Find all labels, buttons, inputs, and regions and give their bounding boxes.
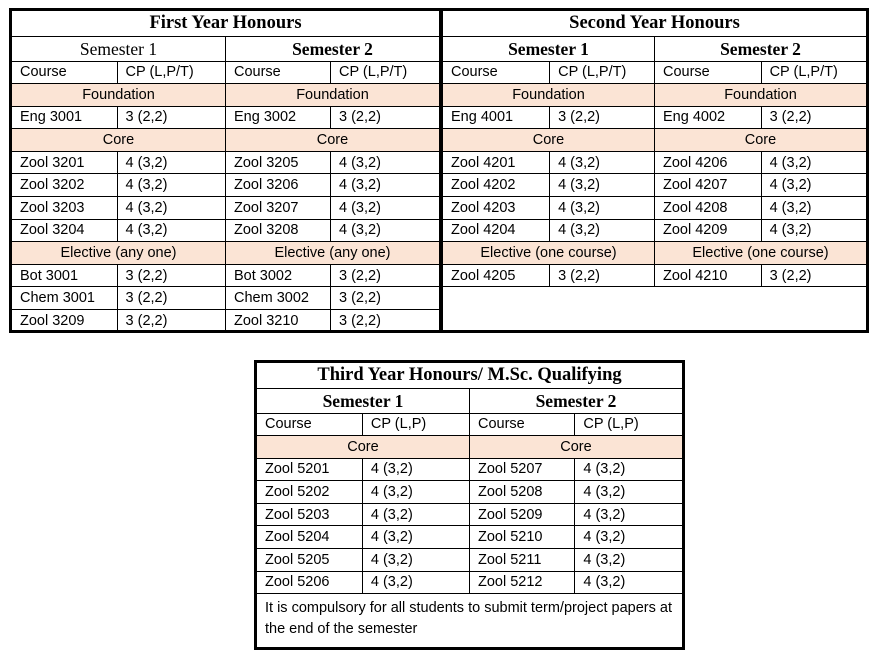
credit-points: 4 (3,2) bbox=[575, 549, 682, 572]
credit-points: 4 (3,2) bbox=[575, 571, 682, 594]
course-code: Chem 3001 bbox=[12, 287, 117, 310]
credit-points: 4 (3,2) bbox=[331, 219, 439, 242]
table-row bbox=[257, 481, 682, 504]
table-row bbox=[257, 458, 682, 481]
category-core: Core bbox=[654, 129, 866, 152]
course-code: Zool 5208 bbox=[469, 481, 574, 504]
table-row bbox=[12, 174, 439, 197]
second-year-semester-2-header: Semester 2 bbox=[654, 36, 866, 61]
course-code: Zool 5207 bbox=[469, 458, 574, 481]
third-year-block bbox=[254, 360, 685, 650]
course-code: Zool 4206 bbox=[654, 151, 761, 174]
credit-points: 3 (2,2) bbox=[117, 264, 225, 287]
course-code: Zool 4209 bbox=[654, 219, 761, 242]
credit-points: 4 (3,2) bbox=[331, 151, 439, 174]
credit-points: 4 (3,2) bbox=[761, 151, 866, 174]
credit-points: 4 (3,2) bbox=[331, 197, 439, 220]
column-header-course: Course bbox=[12, 61, 117, 84]
course-code: Zool 5210 bbox=[469, 526, 574, 549]
course-code: Zool 3202 bbox=[12, 174, 117, 197]
course-code: Zool 5209 bbox=[469, 503, 574, 526]
course-code: Eng 3002 bbox=[225, 106, 330, 129]
column-header-course: Course bbox=[443, 61, 550, 84]
first-year-semester-1-header: Semester 1 bbox=[12, 36, 225, 61]
credit-points: 4 (3,2) bbox=[550, 219, 655, 242]
course-code: Zool 5203 bbox=[257, 503, 362, 526]
table-row bbox=[12, 106, 439, 129]
column-header-course: Course bbox=[225, 61, 330, 84]
course-code: Zool 4208 bbox=[654, 197, 761, 220]
course-code: Bot 3002 bbox=[225, 264, 330, 287]
category-elective: Elective (one course) bbox=[654, 242, 866, 265]
column-header-cp: CP (L,P/T) bbox=[331, 61, 439, 84]
course-code: Zool 5205 bbox=[257, 549, 362, 572]
category-elective: Elective (one course) bbox=[443, 242, 654, 265]
column-header-cp: CP (L,P/T) bbox=[761, 61, 866, 84]
course-code: Zool 3206 bbox=[225, 174, 330, 197]
category-core: Core bbox=[469, 436, 682, 459]
course-code: Zool 4207 bbox=[654, 174, 761, 197]
course-code: Zool 5201 bbox=[257, 458, 362, 481]
credit-points: 3 (2,2) bbox=[761, 106, 866, 129]
credit-points: 4 (3,2) bbox=[362, 549, 469, 572]
table-row bbox=[257, 549, 682, 572]
column-header-cp: CP (L,P) bbox=[575, 413, 682, 436]
course-code: Bot 3001 bbox=[12, 264, 117, 287]
first-year-block bbox=[9, 8, 442, 333]
table-row bbox=[443, 151, 866, 174]
credit-points: 4 (3,2) bbox=[362, 458, 469, 481]
course-code: Zool 3209 bbox=[12, 310, 117, 333]
category-elective: Elective (any one) bbox=[225, 242, 439, 265]
first-year-semester-2-header: Semester 2 bbox=[225, 36, 439, 61]
category-elective: Elective (any one) bbox=[12, 242, 225, 265]
course-code: Zool 4205 bbox=[443, 264, 550, 287]
category-core: Core bbox=[225, 129, 439, 152]
third-year-table bbox=[257, 363, 682, 644]
credit-points: 4 (3,2) bbox=[117, 151, 225, 174]
submission-note: It is compulsory for all students to submit term/project papers at the end of the semester bbox=[257, 594, 682, 645]
category-core: Core bbox=[257, 436, 469, 459]
course-code: Zool 5212 bbox=[469, 571, 574, 594]
table-row bbox=[12, 264, 439, 287]
course-code: Zool 3203 bbox=[12, 197, 117, 220]
credit-points: 3 (2,2) bbox=[331, 106, 439, 129]
credit-points: 4 (3,2) bbox=[362, 481, 469, 504]
credit-points: 4 (3,2) bbox=[362, 571, 469, 594]
credit-points: 4 (3,2) bbox=[362, 526, 469, 549]
second-year-table bbox=[443, 11, 866, 287]
credit-points: 3 (2,2) bbox=[117, 106, 225, 129]
table-row bbox=[12, 287, 439, 310]
credit-points: 4 (3,2) bbox=[575, 503, 682, 526]
credit-points: 4 (3,2) bbox=[331, 174, 439, 197]
table-row bbox=[257, 503, 682, 526]
table-row bbox=[12, 219, 439, 242]
table-row bbox=[443, 106, 866, 129]
course-code: Zool 5211 bbox=[469, 549, 574, 572]
first-year-title: First Year Honours bbox=[12, 11, 439, 36]
second-year-title: Second Year Honours bbox=[443, 11, 866, 36]
table-row bbox=[443, 197, 866, 220]
course-code: Eng 4001 bbox=[443, 106, 550, 129]
credit-points: 4 (3,2) bbox=[117, 174, 225, 197]
credit-points: 4 (3,2) bbox=[117, 219, 225, 242]
first-year-table bbox=[12, 11, 439, 332]
credit-points: 4 (3,2) bbox=[550, 151, 655, 174]
table-row bbox=[12, 310, 439, 333]
column-header-cp: CP (L,P/T) bbox=[550, 61, 655, 84]
course-code: Zool 3207 bbox=[225, 197, 330, 220]
course-code: Chem 3002 bbox=[225, 287, 330, 310]
course-code: Zool 4210 bbox=[654, 264, 761, 287]
second-year-block bbox=[440, 8, 869, 333]
credit-points: 4 (3,2) bbox=[362, 503, 469, 526]
category-core: Core bbox=[12, 129, 225, 152]
course-code: Eng 3001 bbox=[12, 106, 117, 129]
credit-points: 4 (3,2) bbox=[575, 526, 682, 549]
credit-points: 3 (2,2) bbox=[117, 287, 225, 310]
column-header-course: Course bbox=[469, 413, 574, 436]
category-foundation: Foundation bbox=[12, 84, 225, 107]
third-year-semester-2-header: Semester 2 bbox=[469, 388, 682, 413]
credit-points: 3 (2,2) bbox=[331, 264, 439, 287]
credit-points: 3 (2,2) bbox=[331, 287, 439, 310]
credit-points: 4 (3,2) bbox=[550, 197, 655, 220]
second-year-semester-1-header: Semester 1 bbox=[443, 36, 654, 61]
course-code: Zool 3208 bbox=[225, 219, 330, 242]
credit-points: 4 (3,2) bbox=[117, 197, 225, 220]
credit-points: 3 (2,2) bbox=[117, 310, 225, 333]
course-code: Eng 4002 bbox=[654, 106, 761, 129]
table-row bbox=[443, 264, 866, 287]
course-code: Zool 4201 bbox=[443, 151, 550, 174]
table-row bbox=[257, 526, 682, 549]
table-row bbox=[12, 151, 439, 174]
credit-points: 4 (3,2) bbox=[761, 219, 866, 242]
credit-points: 3 (2,2) bbox=[550, 264, 655, 287]
credit-points: 3 (2,2) bbox=[550, 106, 655, 129]
course-code: Zool 3201 bbox=[12, 151, 117, 174]
course-code: Zool 5204 bbox=[257, 526, 362, 549]
category-foundation: Foundation bbox=[443, 84, 654, 107]
credit-points: 3 (2,2) bbox=[331, 310, 439, 333]
course-code: Zool 4203 bbox=[443, 197, 550, 220]
course-code: Zool 3205 bbox=[225, 151, 330, 174]
category-foundation: Foundation bbox=[654, 84, 866, 107]
course-code: Zool 3210 bbox=[225, 310, 330, 333]
course-code: Zool 4202 bbox=[443, 174, 550, 197]
course-code: Zool 3204 bbox=[12, 219, 117, 242]
category-core: Core bbox=[443, 129, 654, 152]
table-row bbox=[443, 219, 866, 242]
category-foundation: Foundation bbox=[225, 84, 439, 107]
third-year-semester-1-header: Semester 1 bbox=[257, 388, 469, 413]
credit-points: 4 (3,2) bbox=[761, 174, 866, 197]
course-code: Zool 5202 bbox=[257, 481, 362, 504]
column-header-cp: CP (L,P/T) bbox=[117, 61, 225, 84]
column-header-course: Course bbox=[654, 61, 761, 84]
credit-points: 4 (3,2) bbox=[550, 174, 655, 197]
credit-points: 4 (3,2) bbox=[575, 458, 682, 481]
column-header-cp: CP (L,P) bbox=[362, 413, 469, 436]
credit-points: 4 (3,2) bbox=[575, 481, 682, 504]
credit-points: 3 (2,2) bbox=[761, 264, 866, 287]
course-code: Zool 5206 bbox=[257, 571, 362, 594]
table-row bbox=[443, 174, 866, 197]
third-year-title: Third Year Honours/ M.Sc. Qualifying bbox=[257, 363, 682, 388]
table-row bbox=[12, 197, 439, 220]
column-header-course: Course bbox=[257, 413, 362, 436]
table-row bbox=[257, 571, 682, 594]
credit-points: 4 (3,2) bbox=[761, 197, 866, 220]
course-code: Zool 4204 bbox=[443, 219, 550, 242]
